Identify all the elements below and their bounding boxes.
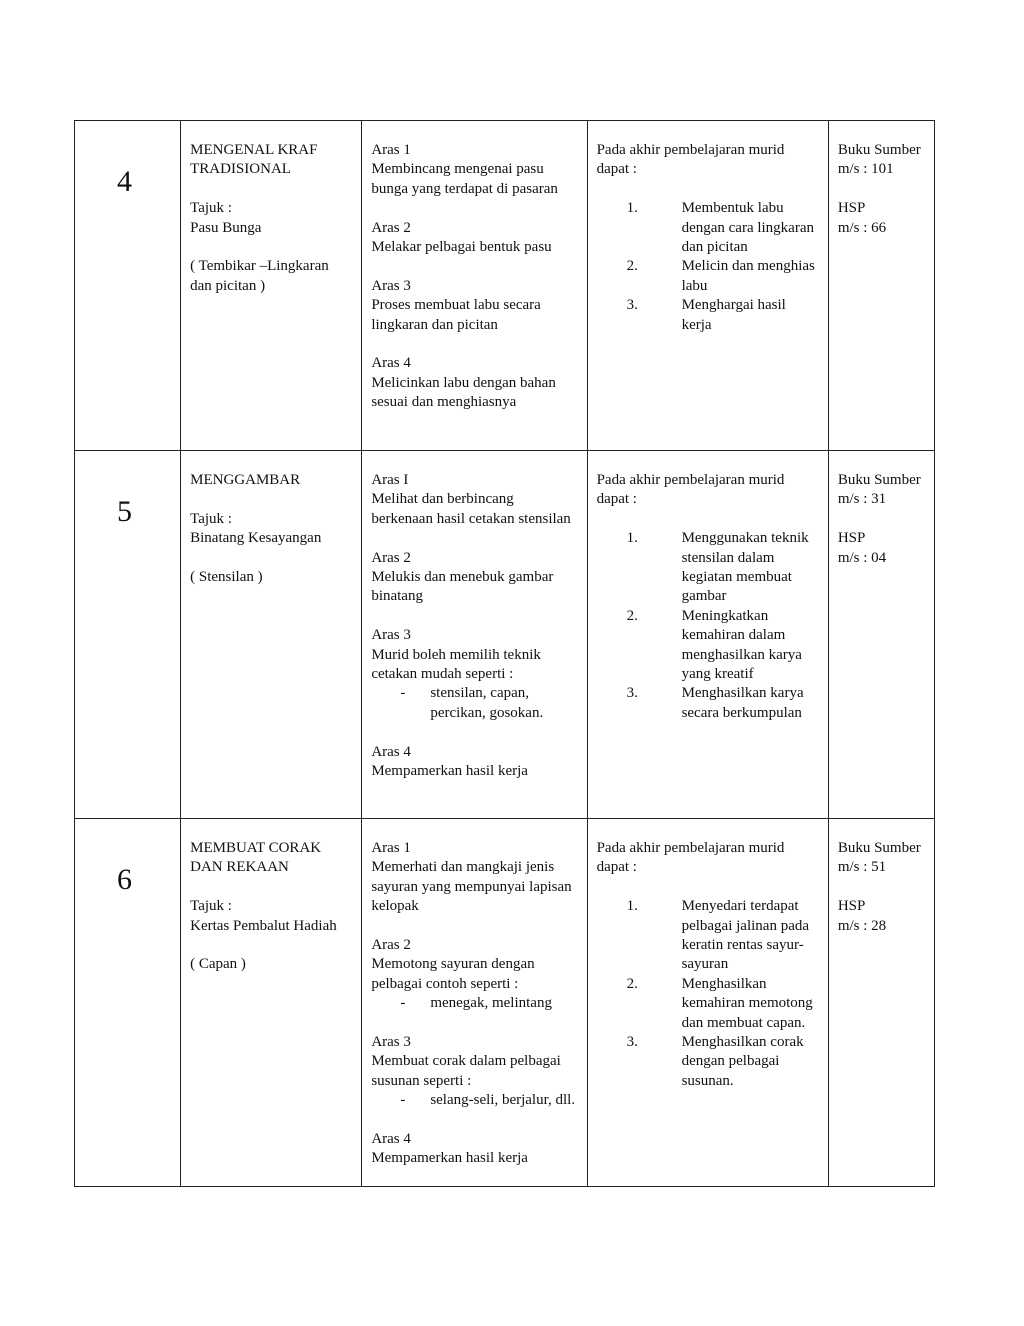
level-title: Aras 4 bbox=[371, 743, 411, 760]
level-block bbox=[371, 626, 577, 723]
objective-intro: Pada akhir pembelajaran murid dapat : bbox=[596, 142, 785, 178]
level-title: Aras 2 bbox=[371, 937, 411, 954]
level-text: Membincang mengenai pasu bunga yang terdapat di pasaran bbox=[371, 161, 558, 197]
table-row bbox=[75, 819, 935, 1187]
activities-cell bbox=[362, 819, 587, 1187]
level-text: Memerhati dan mangkaji jenis sayuran yang mempunyai lapisan kelopak bbox=[371, 859, 572, 915]
objective-number: 2. bbox=[626, 607, 638, 624]
level-text: Melakar pelbagai bentuk pasu bbox=[371, 239, 552, 256]
topic-content bbox=[181, 121, 361, 296]
table-row bbox=[75, 451, 935, 819]
references-cell bbox=[828, 451, 934, 819]
objective-number: 1. bbox=[626, 200, 638, 217]
dash-marker: - bbox=[400, 995, 406, 1012]
objective-text: Menggunakan teknik stensilan dalam kegiatan membuat gambar bbox=[681, 530, 809, 605]
level-text: Memotong sayuran dengan pelbagai contoh seperti : bbox=[371, 956, 535, 992]
topic-line: Kertas Pembalut Hadiah bbox=[190, 917, 337, 934]
level-block bbox=[371, 1033, 577, 1111]
level-bullet bbox=[371, 684, 577, 723]
reference-title: HSP bbox=[837, 200, 866, 217]
objectives-content bbox=[588, 121, 828, 335]
objective-number: 3. bbox=[626, 685, 638, 702]
level-text: Membuat corak dalam pelbagai susunan seperti : bbox=[371, 1053, 561, 1089]
level-block bbox=[371, 141, 577, 199]
objective-text: Menyedari terdapat pelbagai jalinan pada keratin rentas sayur-sayuran bbox=[681, 898, 810, 973]
objective-text: Menghasilkan corak dengan pelbagai susunan. bbox=[681, 1034, 804, 1089]
activities-content bbox=[362, 451, 586, 781]
objectives-list bbox=[597, 897, 819, 1091]
topic-content bbox=[181, 451, 361, 587]
topic-line: ( Capan ) bbox=[190, 956, 246, 973]
topic-line: MENGENAL KRAF TRADISIONAL bbox=[190, 142, 318, 178]
list-item bbox=[597, 684, 819, 723]
list-item bbox=[597, 296, 819, 335]
objective-text: Meningkatkan kemahiran dalam menghasilkan karya yang kreatif bbox=[681, 607, 802, 683]
reference-page: m/s : 51 bbox=[837, 859, 887, 876]
level-title: Aras 3 bbox=[371, 1034, 411, 1051]
objectives-list bbox=[597, 529, 819, 723]
week-cell bbox=[75, 121, 181, 451]
topic-line: ( Stensilan ) bbox=[190, 569, 263, 585]
objective-number: 2. bbox=[626, 975, 638, 992]
objective-number: 3. bbox=[626, 297, 638, 314]
references-content bbox=[829, 451, 934, 568]
activities-cell bbox=[362, 451, 587, 819]
activities-content bbox=[362, 819, 586, 1169]
objectives-cell bbox=[587, 121, 828, 451]
level-title: Aras 4 bbox=[371, 1131, 411, 1148]
objectives-cell bbox=[587, 819, 828, 1187]
topic-content bbox=[181, 819, 361, 975]
level-block bbox=[371, 471, 577, 529]
table-row bbox=[75, 121, 935, 451]
reference-page: m/s : 04 bbox=[837, 549, 887, 566]
objective-number: 3. bbox=[626, 1034, 638, 1051]
level-block bbox=[371, 354, 577, 412]
objectives-cell bbox=[587, 451, 828, 819]
activities-cell bbox=[362, 121, 587, 451]
topic-line: MEMBUAT CORAK DAN REKAAN bbox=[190, 840, 322, 876]
level-title: Aras 3 bbox=[371, 627, 411, 644]
level-title: Aras 2 bbox=[371, 219, 411, 236]
objective-intro: Pada akhir pembelajaran murid dapat : bbox=[596, 472, 785, 508]
topic-line: Tajuk : bbox=[190, 200, 232, 217]
topic-line: ( Tembikar –Lingkaran dan picitan ) bbox=[190, 258, 329, 294]
level-block bbox=[371, 936, 577, 1014]
week-cell bbox=[75, 819, 181, 1187]
references-cell bbox=[828, 819, 934, 1187]
objective-text: Menghargai hasil kerja bbox=[681, 297, 786, 333]
list-item bbox=[597, 607, 819, 685]
level-bullet bbox=[371, 994, 577, 1013]
topic-cell bbox=[181, 819, 362, 1187]
references-content bbox=[829, 121, 934, 238]
reference-title: Buku Sumber bbox=[837, 472, 921, 488]
list-item bbox=[597, 257, 819, 296]
level-block bbox=[371, 1130, 577, 1169]
objective-number: 1. bbox=[626, 530, 638, 547]
level-block bbox=[371, 549, 577, 607]
level-title: Aras 2 bbox=[371, 549, 411, 566]
reference-block bbox=[838, 471, 925, 510]
reference-page: m/s : 101 bbox=[837, 161, 894, 178]
list-item bbox=[597, 897, 819, 975]
topic-line: Tajuk : bbox=[190, 898, 232, 915]
objective-text: Menghasilkan kemahiran memotong dan membuat capan. bbox=[681, 975, 813, 1031]
lesson-plan-body bbox=[75, 121, 935, 1187]
reference-page: m/s : 28 bbox=[837, 917, 887, 934]
level-text: Mempamerkan hasil kerja bbox=[371, 763, 528, 780]
objective-text: Menghasilkan karya secara berkumpulan bbox=[681, 685, 804, 721]
topic-line: Tajuk : bbox=[190, 510, 232, 527]
level-block bbox=[371, 277, 577, 335]
level-text: Proses membuat labu secara lingkaran dan picitan bbox=[371, 297, 541, 333]
objective-number: 1. bbox=[626, 898, 638, 915]
level-text: Melihat dan berbincang berkenaan hasil cetakan stensilan bbox=[371, 491, 571, 527]
topic-line: MENGGAMBAR bbox=[190, 472, 301, 488]
bullet-text: stensilan, capan, percikan, gosokan. bbox=[430, 685, 544, 721]
topic-line: Binatang Kesayangan bbox=[190, 530, 322, 547]
list-item bbox=[597, 199, 819, 257]
reference-title: Buku Sumber bbox=[837, 840, 921, 856]
week-number: 6 bbox=[117, 863, 132, 896]
level-text: Mempamerkan hasil kerja bbox=[371, 1150, 528, 1167]
reference-title: HSP bbox=[837, 898, 866, 915]
level-text: Melukis dan menebuk gambar binatang bbox=[371, 569, 554, 605]
week-cell bbox=[75, 451, 181, 819]
objective-intro: Pada akhir pembelajaran murid dapat : bbox=[596, 840, 785, 876]
reference-block bbox=[838, 529, 925, 568]
objectives-content bbox=[588, 451, 828, 723]
reference-block bbox=[838, 897, 925, 936]
list-item bbox=[597, 529, 819, 607]
level-title: Aras I bbox=[371, 472, 409, 488]
dash-marker: - bbox=[400, 685, 406, 702]
reference-block bbox=[838, 141, 925, 180]
objectives-list bbox=[597, 199, 819, 335]
level-bullet bbox=[371, 1091, 577, 1110]
objective-number: 2. bbox=[626, 258, 638, 275]
reference-page: m/s : 66 bbox=[837, 219, 887, 236]
week-number: 4 bbox=[117, 165, 132, 198]
list-item bbox=[597, 1033, 819, 1091]
lesson-plan-table bbox=[74, 120, 935, 1187]
bullet-text: menegak, melintang bbox=[430, 995, 552, 1012]
topic-line: Pasu Bunga bbox=[190, 219, 262, 236]
level-title: Aras 1 bbox=[371, 840, 411, 856]
references-cell bbox=[828, 121, 934, 451]
level-text: Murid boleh memilih teknik cetakan mudah seperti : bbox=[371, 646, 541, 683]
references-content bbox=[829, 819, 934, 936]
list-item bbox=[597, 975, 819, 1033]
level-block bbox=[371, 839, 577, 917]
level-block bbox=[371, 743, 577, 782]
reference-title: HSP bbox=[837, 530, 866, 547]
objective-text: Melicin dan menghias labu bbox=[681, 258, 815, 294]
week-number: 5 bbox=[117, 495, 132, 528]
reference-block bbox=[838, 839, 925, 878]
level-block bbox=[371, 219, 577, 258]
level-title: Aras 4 bbox=[371, 355, 411, 372]
objective-text: Membentuk labu dengan cara lingkaran dan picitan bbox=[681, 200, 814, 256]
objectives-content bbox=[588, 819, 828, 1091]
level-title: Aras 1 bbox=[371, 142, 411, 158]
level-text: Melicinkan labu dengan bahan sesuai dan menghiasnya bbox=[371, 374, 556, 411]
topic-cell bbox=[181, 121, 362, 451]
reference-page: m/s : 31 bbox=[837, 491, 887, 508]
bullet-text: selang-seli, berjalur, dll. bbox=[430, 1092, 576, 1109]
level-title: Aras 3 bbox=[371, 277, 411, 294]
reference-block bbox=[838, 199, 925, 238]
reference-title: Buku Sumber bbox=[837, 142, 921, 158]
topic-cell bbox=[181, 451, 362, 819]
dash-marker: - bbox=[400, 1092, 406, 1109]
activities-content bbox=[362, 121, 586, 413]
